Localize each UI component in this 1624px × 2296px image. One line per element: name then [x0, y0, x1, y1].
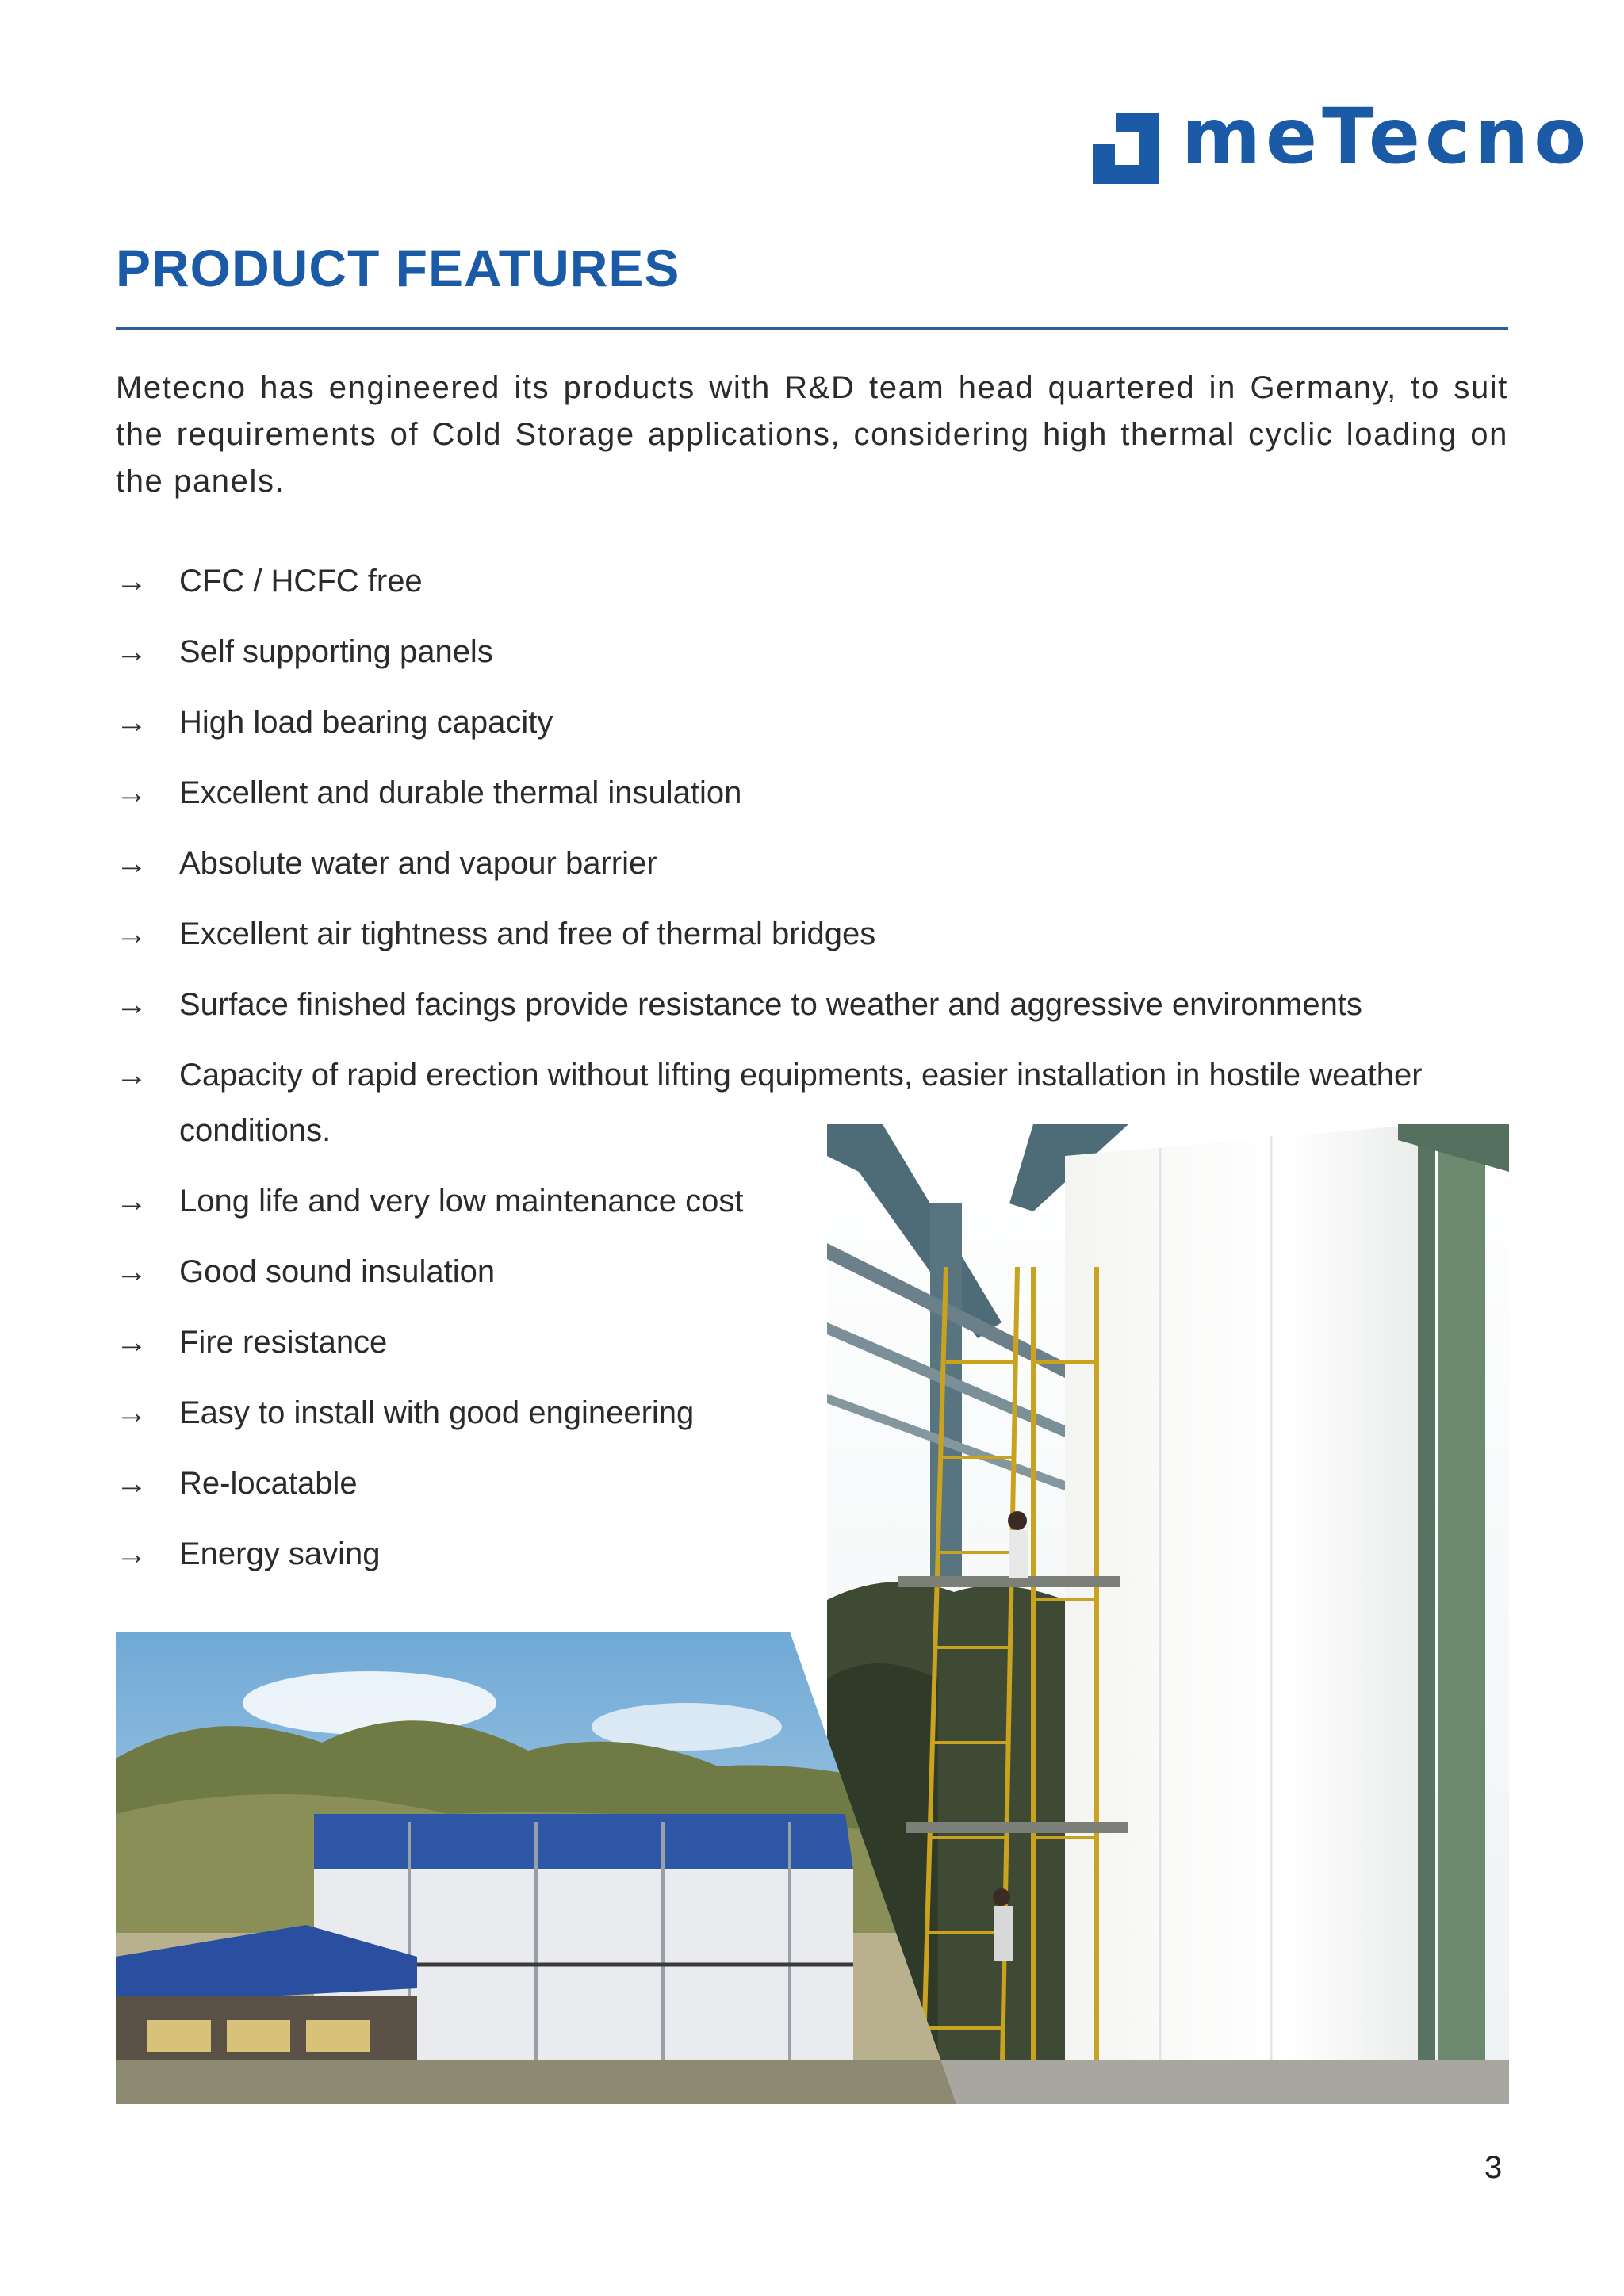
intro-paragraph: Metecno has engineered its products with R&D team head quartered in Germany, to suit the requirements of Cold Storage applications, considering high thermal cyclic loading on the panels. [116, 370, 1508, 499]
cold-storage-building-photo [116, 1632, 956, 2104]
arrow-right-icon: → [116, 1466, 147, 1501]
arrow-right-icon: → [116, 634, 147, 669]
list-item: → Surface finished facings provide resistance to weather and aggressive environments [116, 977, 1508, 1032]
list-item: → Energy saving [116, 1526, 1508, 1582]
arrow-right-icon: → [116, 987, 147, 1022]
list-item: → CFC / HCFC free [116, 553, 1508, 609]
metecno-logo [1093, 92, 1591, 184]
arrow-right-icon: → [116, 1536, 147, 1571]
list-item: → Excellent air tightness and free of thermal bridges [116, 906, 1508, 962]
arrow-right-icon: → [116, 1184, 147, 1219]
arrow-right-icon: → [116, 1325, 147, 1360]
list-item: → High load bearing capacity [116, 695, 1508, 750]
list-item: → Long life and very low maintenance cost [116, 1173, 1508, 1229]
logo-mark-icon [1093, 113, 1164, 184]
list-item: → Capacity of rapid erection without lifting equipments, easier installation in hostile weather conditions. [116, 1047, 1508, 1158]
list-item: → Good sound insulation [116, 1244, 1508, 1299]
list-item: → Excellent and durable thermal insulation [116, 765, 1508, 821]
list-item: → Absolute water and vapour barrier [116, 836, 1508, 891]
arrow-right-icon: → [116, 1395, 147, 1430]
arrow-right-icon: → [116, 1058, 147, 1093]
list-item: → Fire resistance [116, 1314, 1508, 1370]
arrow-right-icon: → [116, 916, 147, 951]
arrow-right-icon: → [116, 1254, 147, 1289]
title-divider [116, 327, 1508, 330]
list-item: → Self supporting panels [116, 624, 1508, 679]
page-title: PRODUCT FEATURES [116, 239, 680, 297]
list-item: → Easy to install with good engineering [116, 1385, 1508, 1441]
page-number: 3 [1484, 2150, 1503, 2185]
arrow-right-icon: → [116, 705, 147, 740]
list-item: → Re-locatable [116, 1456, 1508, 1511]
arrow-right-icon: → [116, 564, 147, 599]
arrow-right-icon: → [116, 846, 147, 881]
logo-wordmark: meTecno [1182, 92, 1591, 181]
arrow-right-icon: → [116, 775, 147, 810]
